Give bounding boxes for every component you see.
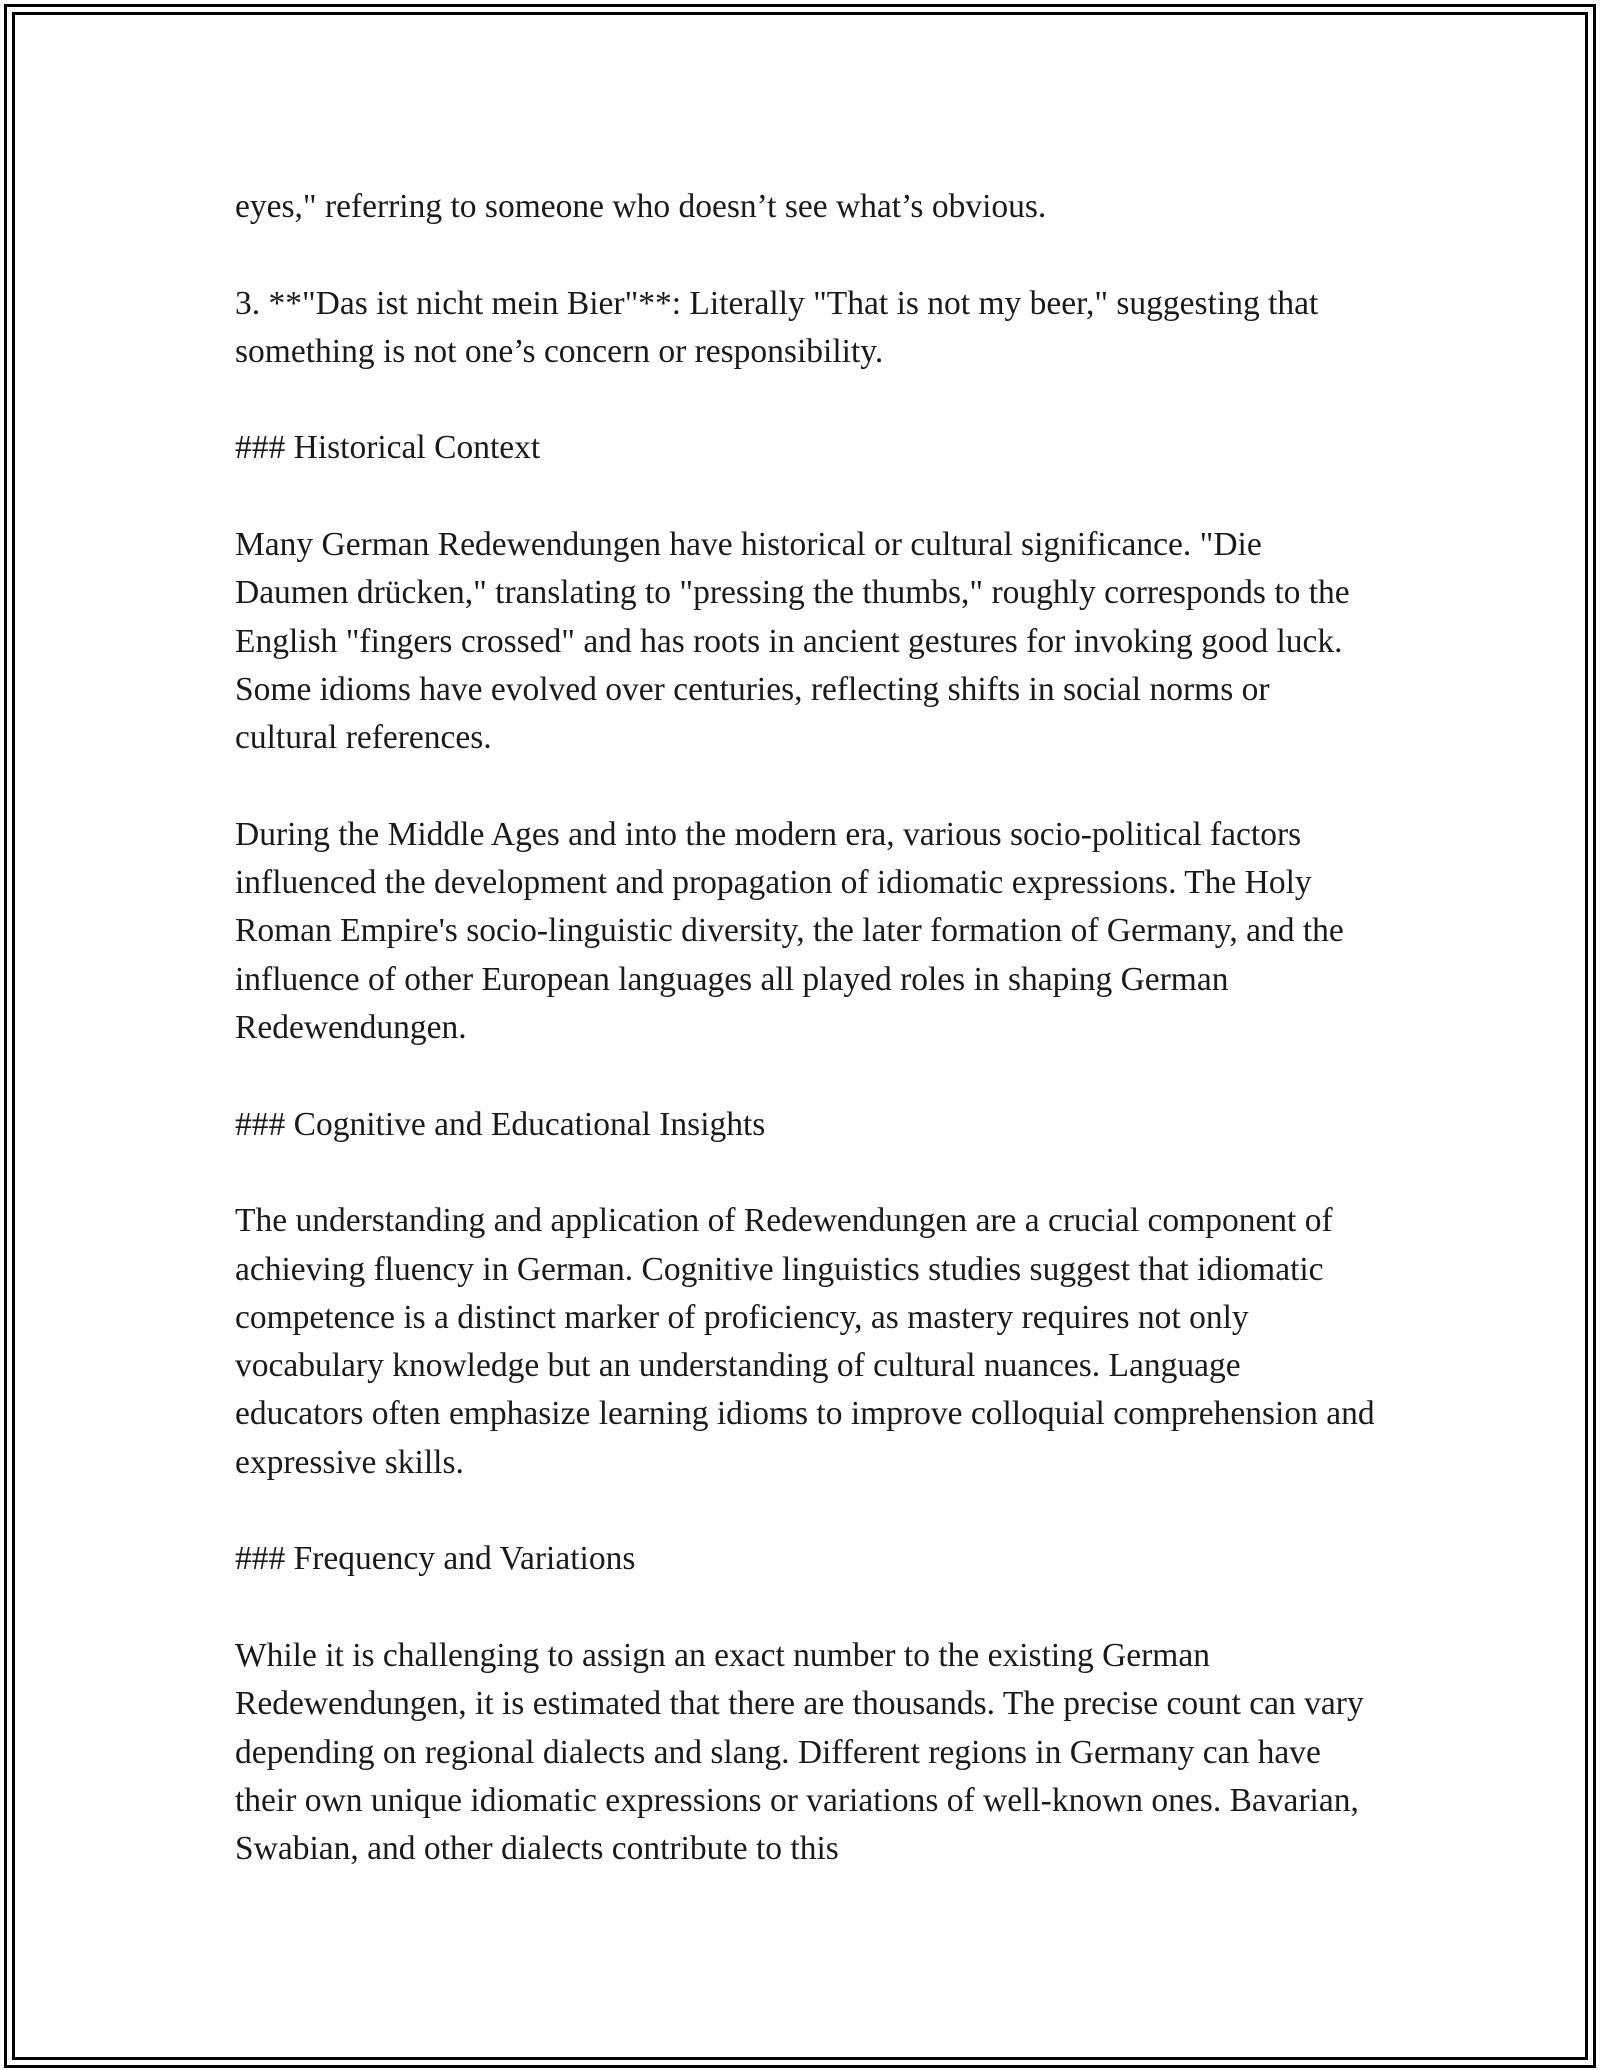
paragraph-frequency: While it is challenging to assign an exact number to the existing German Redewendungen, it is estimated that there are thousands. The precise count can vary depending on regional dialects and slang. Different regions in Germany can have their own unique idiomatic expressions or variations of well-known ones. Bavarian, Swabian, and other dialects contribute to this — [235, 1636, 1364, 1868]
paragraph-middle-ages: During the Middle Ages and into the modern era, various socio-political factors influenced the development and propagation of idiomatic expressions. The Holy Roman Empire's socio-linguistic diversity, the later formation of Germany, and the influence of other European languages all played roles in shaping German Redewendungen. — [235, 815, 1344, 1047]
paragraph-continuation: eyes," referring to someone who doesn’t see what’s obvious. — [235, 188, 1047, 225]
paragraph-cognitive-insights: The understanding and application of Redewendungen are a crucial component of achieving fluency in German. Cognitive linguistics studies suggest that idiomatic competence is a distinct marker of proficiency, as mastery requires not only vocabulary knowledge but an understanding of cultural nuances. Language educators often emphasize learning idioms to improve colloquial comprehension and expressive skills. — [235, 1202, 1375, 1481]
heading-historical-context: ### Historical Context — [235, 429, 541, 467]
list-item-idiom-3: 3. **"Das ist nicht mein Bier"**: Literally "That is not my beer," suggesting that something is not one’s concern or responsibility. — [235, 284, 1319, 370]
heading-cognitive-educational: ### Cognitive and Educational Insights — [235, 1105, 766, 1143]
paragraph-historical-significance: Many German Redewendungen have historical or cultural significance. "Die Daumen drücken," translating to "pressing the thumbs," roughly corresponds to the English "fingers crossed" and has roots in ancient gestures for invoking good luck. Some idioms have evolved over centuries, reflecting shifts in social norms or cultural references. — [235, 526, 1350, 757]
document-body — [235, 183, 1375, 1873]
heading-frequency-variations: ### Frequency and Variations — [235, 1540, 636, 1578]
